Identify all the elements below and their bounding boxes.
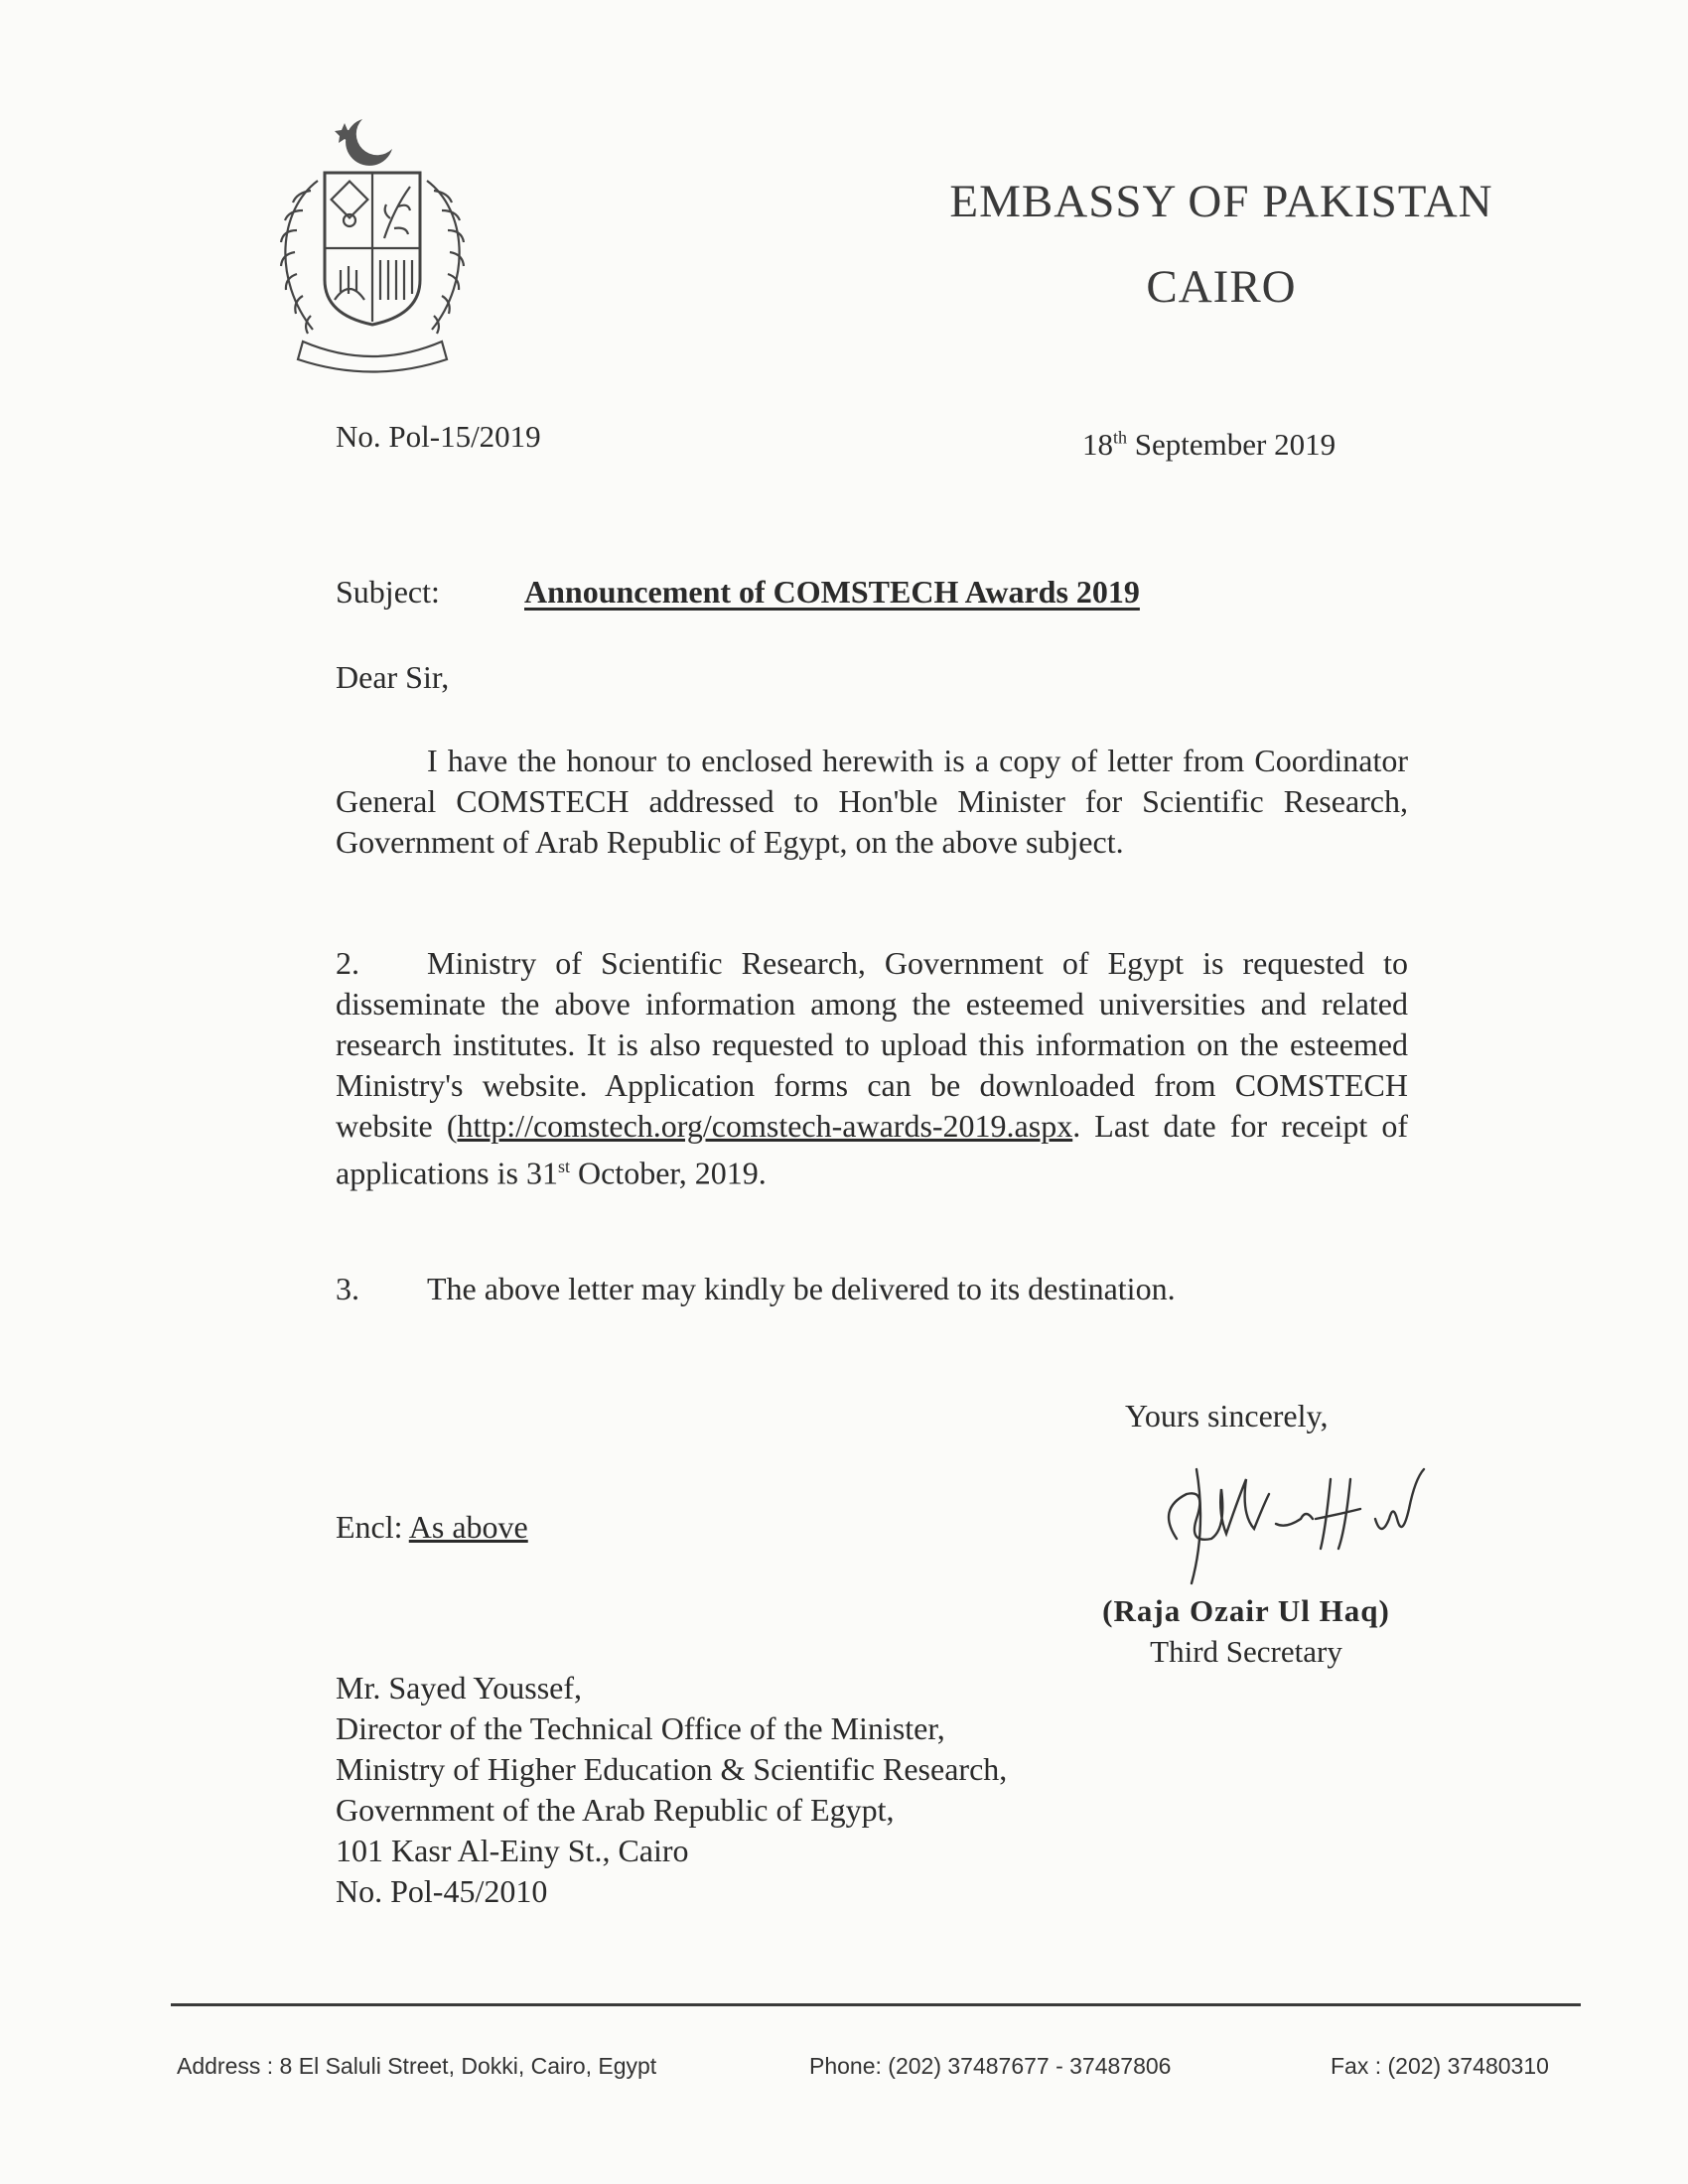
subject-text: Announcement of COMSTECH Awards 2019 (524, 574, 1140, 610)
letterhead-title: EMBASSY OF PAKISTAN (949, 176, 1493, 227)
footer-address: Address : 8 El Saluli Street, Dokki, Cairo, Egypt (177, 2053, 657, 2079)
recipient-line: Director of the Technical Office of the Minister, (336, 1710, 945, 1746)
footer-phone: Phone: (202) 37487677 - 37487806 (809, 2053, 1172, 2079)
recipient-line: Mr. Sayed Youssef, (336, 1670, 583, 1706)
reference-number: No. Pol-15/2019 (336, 419, 541, 454)
letterhead-city: CAIRO (1146, 261, 1297, 313)
recipient-line: 101 Kasr Al-Einy St., Cairo (336, 1833, 689, 1868)
footer-divider (171, 2003, 1581, 2006)
comstech-website-link[interactable]: http://comstech.org/comstech-awards-2019.aspx (457, 1108, 1073, 1144)
signer-name: (Raja Ozair Ul Haq) (1102, 1593, 1390, 1628)
salutation: Dear Sir, (336, 659, 450, 695)
letter-date: 18th September 2019 (1082, 427, 1336, 462)
paragraph-2: 2. Ministry of Scientific Research, Government of Egypt is requested to disseminate the above information among the esteemed universities and related research institutes. It is also requested to upload this information on the esteemed Ministry's website. Application forms can be downloaded from COMSTECH website (http://comstech.org/comstech-awards-2019.aspx. Last date for receipt of applications is 31st October, 2019. (336, 945, 1409, 1191)
footer-fax: Fax : (202) 37480310 (1331, 2053, 1549, 2079)
recipient-line: No. Pol-45/2010 (336, 1873, 548, 1909)
paragraph-3: 3. The above letter may kindly be delivered to its destination. (336, 1271, 1176, 1306)
signature-icon (1137, 1449, 1455, 1588)
closing: Yours sincerely, (1125, 1398, 1329, 1433)
enclosure: Encl: As above (336, 1509, 528, 1545)
recipient-line: Government of the Arab Republic of Egypt, (336, 1792, 895, 1828)
recipient-line: Ministry of Higher Education & Scientific Research, (336, 1751, 1008, 1787)
state-emblem-icon (263, 111, 482, 374)
recipient-address (336, 1668, 1007, 1912)
paragraph-1: I have the honour to enclosed herewith is a copy of letter from Coordinator General COMSTECH addressed to Hon'ble Minister for Scientific Research, Government of Arab Republic of Egypt, on the above subject. (336, 743, 1408, 860)
signer-title: Third Secretary (1150, 1634, 1342, 1669)
subject-line (336, 574, 1140, 611)
subject-label: Subject: (336, 574, 440, 610)
